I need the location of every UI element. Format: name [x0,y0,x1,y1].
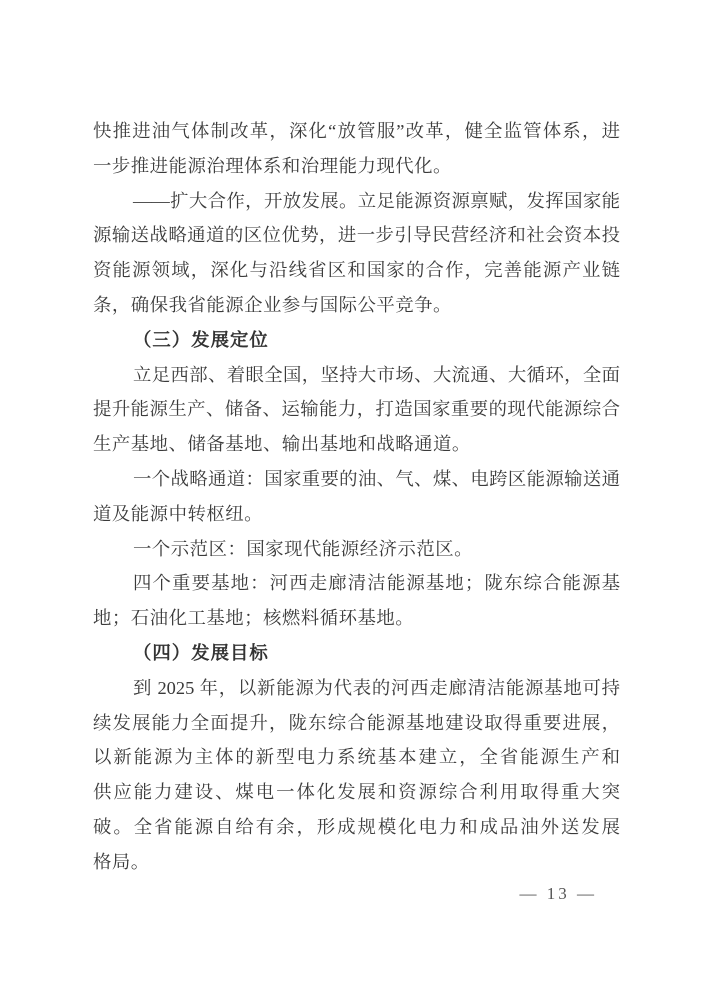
text-line: 源输送战略通道的区位优势，进一步引导民营经济和社会资本投 [93,225,620,246]
text-line: 条，确保我省能源企业参与国际公平竞争。 [93,294,452,315]
text-line: 资能源领域，深化与沿线省区和国家的合作，完善能源产业链 [93,260,620,281]
text-line: 快推进油气体制改革，深化“放管服”改革，健全监管体系，进 [93,121,620,141]
text-line: 立足西部、着眼全国，坚持大市场、大流通、大循环，全面 [133,364,620,385]
page-number: — 13 — [519,884,597,903]
text-line: 破。全省能源自给有余，形成规模化电力和成品油外送发展 [93,816,620,837]
text-line: 一个示范区：国家现代能源经济示范区。 [133,538,474,559]
text-line: 以新能源为主体的新型电力系统基本建立，全省能源生产和 [93,747,620,768]
text-line: 一步推进能源治理体系和治理能力现代化。 [93,155,452,176]
text-line: 格局。 [93,851,150,872]
document-body [93,114,620,880]
text-line: ——扩大合作，开放发展。立足能源资源禀赋，发挥国家能 [133,190,620,211]
section-heading: （三）发展定位 [133,329,269,350]
text-line: 续发展能力全面提升，陇东综合能源基地建设取得重要进展， [93,712,620,733]
text-line: 生产基地、储备基地、输出基地和战略通道。 [93,434,471,455]
text-line: 地；石油化工基地；核燃料循环基地。 [93,608,415,629]
text-line: 到 2025 年，以新能源为代表的河西走廊清洁能源基地可持 [133,677,620,698]
text-line: 一个战略通道：国家重要的油、气、煤、电跨区能源输送通 [133,468,620,489]
section-heading: （四）发展目标 [133,642,269,663]
text-line: 提升能源生产、储备、运输能力，打造国家重要的现代能源综合 [93,399,620,420]
text-line: 四个重要基地：河西走廊清洁能源基地；陇东综合能源基 [133,573,620,594]
text-line: 供应能力建设、煤电一体化发展和资源综合利用取得重大突 [93,782,620,803]
text-line: 道及能源中转枢纽。 [93,503,264,524]
